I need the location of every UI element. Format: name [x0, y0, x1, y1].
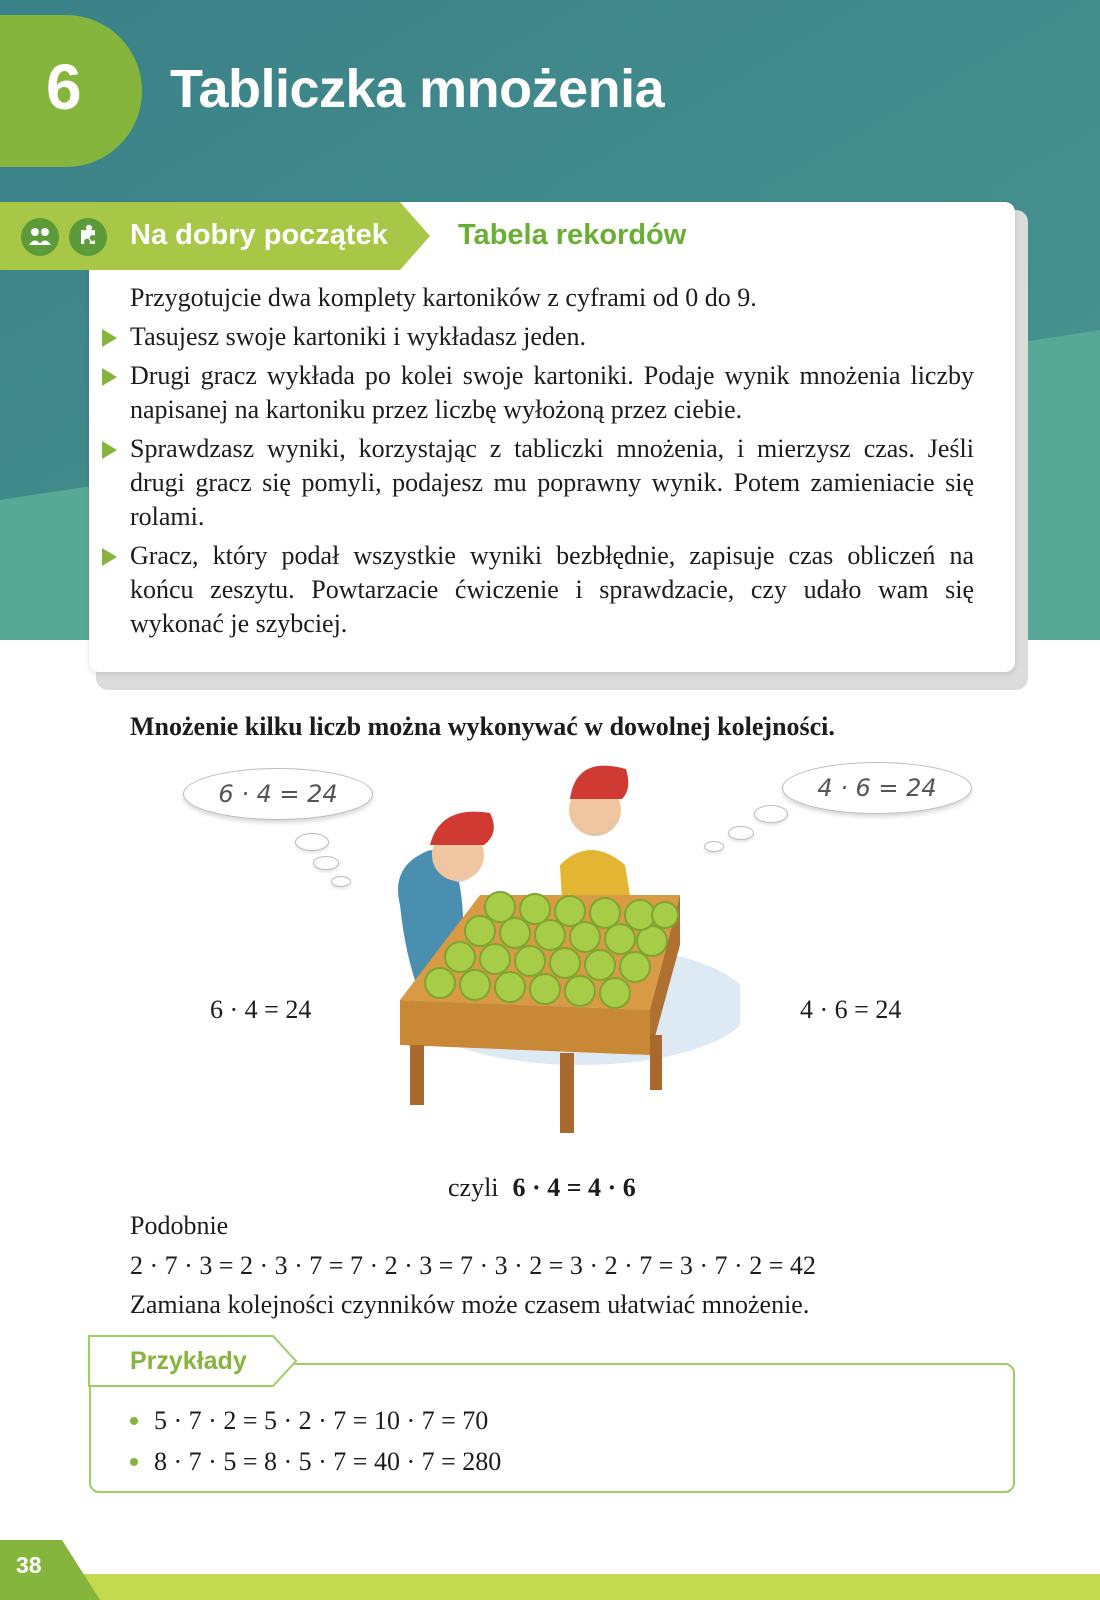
arrow-bullet-icon: [102, 548, 117, 566]
thought-bubble-left: 6 · 4 = 24: [183, 768, 373, 820]
equation-right: 4 · 6 = 24: [800, 995, 902, 1024]
chapter-number: 6: [46, 51, 82, 123]
page-number: 38: [16, 1552, 42, 1578]
list-item: Tasujesz swoje kartoniki i wykładasz jeden.: [130, 320, 974, 354]
chapter-title: Tabliczka mnożenia: [170, 59, 665, 119]
arrow-bullet-icon: [102, 441, 117, 459]
equation-left: 6 · 4 = 24: [210, 995, 312, 1024]
pair-work-icon: [21, 218, 59, 256]
list-item: 5 · 7 · 2 = 5 · 2 · 7 = 10 · 7 = 70: [130, 1406, 488, 1436]
thought-bubble-right: 4 · 6 = 24: [782, 762, 972, 814]
thought-dot: [313, 856, 339, 870]
thought-dot: [754, 805, 788, 823]
similarly-label: Podobnie: [130, 1211, 229, 1240]
arrow-bullet-icon: [102, 368, 117, 386]
commutative-note: Zamiana kolejności czynników może czasem ułatwiać mnożenie.: [130, 1290, 810, 1319]
rule-statement: Mnożenie kilku liczb można wykonywać w dowolnej kolejności.: [130, 712, 835, 741]
list-item: 8 · 7 · 5 = 8 · 5 · 7 = 40 · 7 = 280: [130, 1447, 501, 1477]
thought-dot: [331, 876, 351, 887]
therefore-word: czyli: [448, 1173, 499, 1202]
list-item: Sprawdzasz wyniki, korzystając z tabliczki mnożenia, i mierzysz czas. Jeśli drugi gracz się pomyli, podajesz mu poprawny wynik. Potem zamieniacie się rolami.: [130, 432, 974, 534]
arrow-bullet-icon: [102, 329, 117, 347]
gnomes-apple-crate-illustration: [360, 755, 740, 1155]
list-item: Gracz, który podał wszystkie wyniki bezbłędnie, zapisuje czas obliczeń na końcu zeszytu. Powtarzacie ćwiczenie i sprawdzacie, czy udało wam się wykonać je szybciej.: [130, 539, 974, 641]
intro-lead: Przygotujcie dwa komplety kartoników z cyframi od 0 do 9.: [130, 283, 757, 312]
therefore-equation: 6 · 4 = 4 · 6: [512, 1173, 636, 1202]
bullet-icon: [130, 1458, 138, 1466]
thought-dot: [295, 833, 329, 851]
list-item: Drugi gracz wykłada po kolei swoje kartoniki. Podaje wynik mnożenia liczby napisanej na kartoniku przez liczbę wyłożoną przez ciebie.: [130, 359, 974, 427]
intro-subtitle: Tabela rekordów: [458, 219, 687, 251]
bullet-icon: [130, 1417, 138, 1425]
puzzle-icon: [69, 218, 107, 256]
intro-text: [130, 281, 974, 646]
therefore-line: [448, 1173, 636, 1203]
equation-chain: 2 · 7 · 3 = 2 · 3 · 7 = 7 · 2 · 3 = 7 · 3 · 2 = 3 · 2 · 7 = 3 · 7 · 2 = 42: [130, 1251, 816, 1280]
ribbon-label: Na dobry początek: [130, 219, 388, 251]
examples-title: Przykłady: [130, 1347, 247, 1375]
footer-bar: [0, 1540, 1100, 1600]
